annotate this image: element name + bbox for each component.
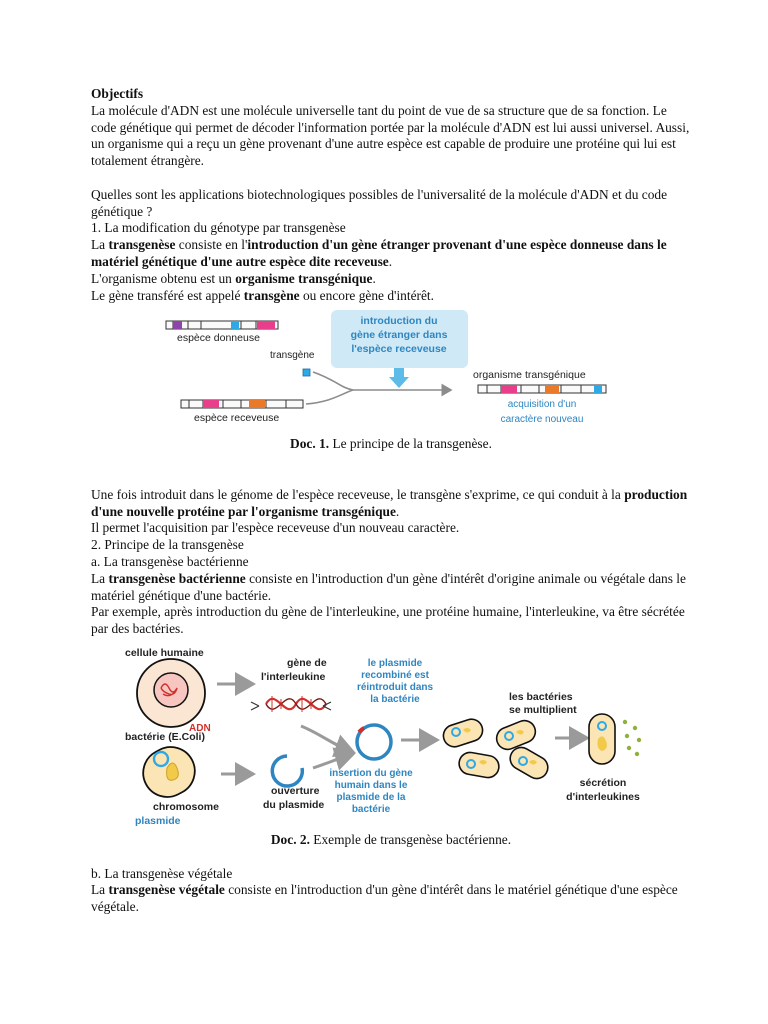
secreting-bacterium [589, 714, 615, 764]
arrow-plasmid-to-insert [313, 754, 353, 768]
box-line-2: gène étranger dans [350, 329, 448, 342]
doc1-figure [91, 310, 691, 434]
interleukine-dots [623, 720, 641, 756]
subsection-b-title: b. La transgenèse végétale [91, 865, 233, 881]
label-interleukine: l'interleukine [261, 670, 326, 683]
transgene-fragment [303, 369, 310, 376]
dna-helix [266, 696, 326, 712]
recombined-plasmid [357, 725, 391, 759]
label-du-plasmide: du plasmide [263, 798, 325, 811]
box-pointer-arrow [389, 368, 409, 388]
intro-paragraph: La molécule d'ADN est une molécule universelle tant du point de vue de sa structure que de sa fonction. Le code génétique qui permet de décoder l'information portée par la molécule d'ADN est lui aussi universel. Aussi, un organisme qui a reçu un gène provenant d'une autre espèce est capable de produire une protéine qui lui est totalement étrangère. [91, 102, 690, 169]
doc2-figure [91, 644, 691, 830]
label-acquisition-1: acquisition d'un [507, 399, 577, 411]
label-ouverture: ouverture [271, 784, 320, 797]
label-plasmide: plasmide [135, 814, 181, 827]
label-insertion-1: insertion du gène [329, 767, 413, 779]
section-1-title: 1. La modification du génotype par transgenèse [91, 220, 346, 236]
label-adn: ADN [189, 722, 211, 734]
open-plasmid [272, 756, 302, 786]
label-secretion-2: d'interleukines [566, 790, 640, 803]
recombinant-bacteria [441, 716, 552, 782]
label-insertion-2: humain dans le [334, 779, 408, 791]
interleukine-example: Par exemple, après introduction du gène de l'interleukine, une protéine humaine, l'interleukine, va être sécrétée par des bactéries. [91, 604, 685, 637]
arrow-gene-to-insert [301, 726, 353, 752]
transgenese-definition: La transgenèse consiste en l'introduction d'un gène étranger provenant d'une espèce donneuse dans le matériel génétique d'une autre espèce dite receveuse. [91, 237, 667, 269]
organisme-line: L'organisme obtenu est un organisme transgénique. [91, 270, 376, 286]
label-espece-donneuse: espèce donneuse [177, 332, 260, 345]
label-recombine-2: recombiné est [361, 669, 429, 681]
label-organisme-transgenique: organisme transgénique [473, 369, 586, 382]
section-heading: Objectifs [91, 86, 144, 101]
label-recombine-4: la bactérie [370, 693, 420, 705]
vegetal-definition: La transgenèse végétale consiste en l'introduction d'un gène d'intérêt dans le matériel génétique d'une espèce végétale. [91, 882, 678, 915]
caractere-line: Il permet l'acquisition par l'espèce receveuse d'un nouveau caractère. [91, 520, 460, 536]
bacterial-definition: La transgenèse bactérienne consiste en l'introduction d'un gène d'intérêt d'origine animale ou végétale dans le matériel génétique d'une bactérie. [91, 570, 686, 603]
label-recombine-3: réintroduit dans [356, 681, 434, 693]
label-bacterie-ecoli: bactérie (E.Coli) [125, 730, 205, 743]
box-line-3: l'espèce receveuse [351, 343, 447, 356]
receiver-chromosome [181, 400, 303, 408]
bacterium-ecoli [135, 739, 203, 806]
doc2-caption: Doc. 2. Exemple de transgenèse bactérienne. [270, 831, 512, 847]
transgenic-chromosome [478, 385, 606, 393]
question-paragraph: Quelles sont les applications biotechnologiques possibles de l'universalité de la molécule d'ADN et du code génétique ? [91, 186, 668, 219]
document-page [91, 86, 691, 916]
label-acquisition-2: caractère nouveau [500, 414, 584, 426]
label-insertion-4: bactérie [351, 803, 391, 815]
arrow-transgene [313, 372, 353, 390]
arrow-receveuse [306, 390, 353, 404]
label-recombine-1: le plasmide [367, 657, 423, 669]
label-espece-receveuse: espèce receveuse [194, 412, 280, 425]
label-multiplient-1: les bactéries [509, 690, 573, 703]
label-gene-de: gène de [287, 656, 327, 669]
doc1-caption: Doc. 1. Le principe de la transgenèse. [290, 436, 492, 452]
label-chromosome: chromosome [153, 800, 219, 813]
label-transgene: transgène [270, 350, 315, 362]
transgene-line: Le gène transféré est appelé transgène ou encore gène d'intérêt. [91, 287, 434, 303]
label-insertion-3: plasmide de la [336, 791, 406, 803]
label-cellule-humaine: cellule humaine [125, 646, 204, 659]
expression-paragraph: Une fois introduit dans le génome de l'espèce receveuse, le transgène s'exprime, ce qui conduit à la production d'une nouvelle protéine par l'organisme transgénique. [91, 486, 688, 519]
human-cell [137, 659, 205, 727]
label-secretion-1: sécrétion [579, 776, 627, 789]
section-2-title: 2. Principe de la transgenèse [91, 537, 244, 553]
subsection-a-title: a. La transgenèse bactérienne [91, 553, 249, 569]
box-line-1: introduction du [360, 315, 438, 328]
label-multiplient-2: se multiplient [509, 703, 577, 716]
donor-chromosome [166, 321, 278, 329]
